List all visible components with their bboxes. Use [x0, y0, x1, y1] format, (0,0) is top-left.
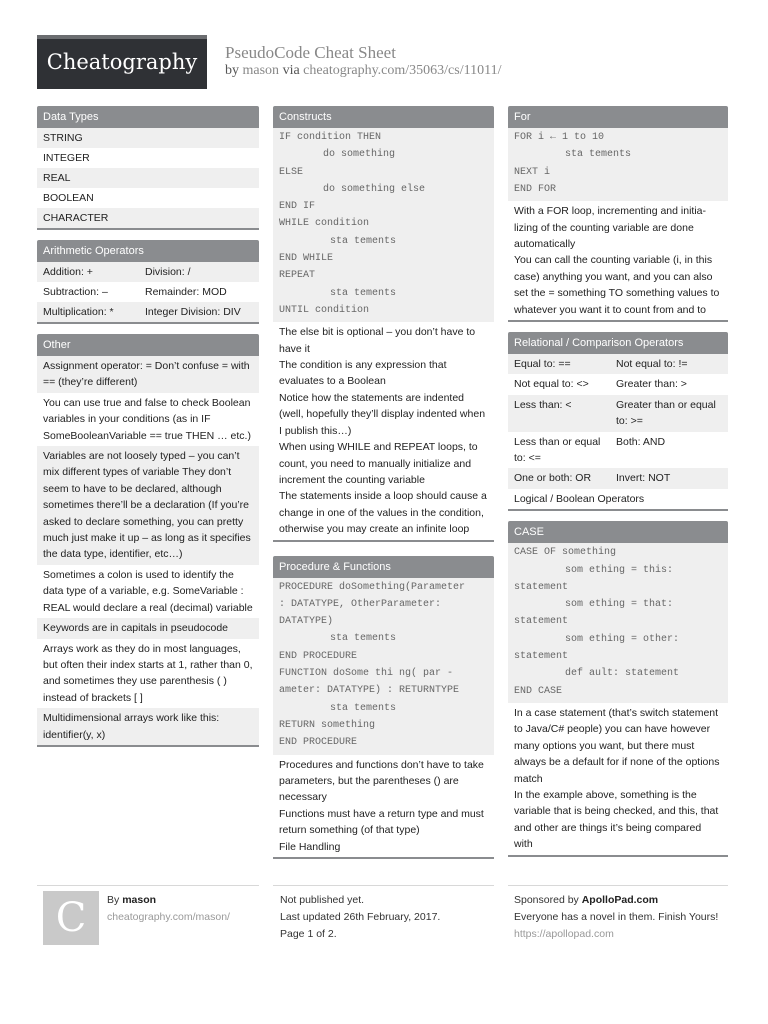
- table-cell: Less than or equal to: <=: [514, 435, 601, 465]
- notes: With a FOR loop, incrementing and initializing of the counting variable are done automatically You can call the counting variable (i, in this case) anything you want, and you can also set the = something TO something values to whatever you want it to count from and to: [514, 205, 720, 316]
- relational-operators-section: [508, 332, 728, 511]
- section-header: CASE: [508, 521, 728, 543]
- list-item: Arrays work as they do in most languages, but often their index starts at 1, rather than 0, and sometimes they use parenthesis ( ) instead of brackets [ ]: [43, 642, 253, 704]
- code-line: def ault: statement: [565, 668, 680, 680]
- code-line: END WHILE: [279, 253, 334, 265]
- code-line: sta tements: [330, 702, 397, 714]
- author-link[interactable]: mason: [242, 63, 280, 78]
- code-line: do something else: [323, 183, 426, 195]
- byline-by: by: [225, 63, 239, 78]
- procedures-section: [273, 556, 494, 859]
- notes: The else bit is optional – you don’t have to have it The condition is any expression that evaluates to a Boolean Notice how the statements are indented (well, hopefully they’ll display indented when I publish this…) When using WHILE and REPEAT loops, to count, you need to manually initialize and increment the counting variable The statements inside a loop should cause a change in one of the values in the condition, otherwise you may create an infinite loop: [279, 326, 487, 536]
- data-types-section: [37, 106, 259, 230]
- footer-author-name[interactable]: mason: [122, 894, 157, 906]
- table-row: [508, 395, 728, 432]
- other-section: [37, 334, 259, 747]
- arithmetic-operators-section: [37, 240, 259, 324]
- byline-via: via: [282, 63, 300, 78]
- list-item: BOOLEAN: [43, 192, 94, 204]
- code-line: statement: [514, 616, 569, 628]
- section-header: Procedure & Functions: [273, 556, 494, 578]
- code-line: FUNCTION doSome thi ng( par -: [279, 668, 454, 680]
- sheet-url-link[interactable]: cheatography.com/35063/cs/11011/: [303, 63, 502, 78]
- logo-text: Cheatography: [46, 50, 198, 74]
- code-line: END CASE: [514, 685, 563, 697]
- notes: In a case statement (that’s switch statement to Java/C# people) you can have however many options you want, but there must always be a default for if none of the options match In the example above, something is the variable that is being checked, and this, that and other are things it’s being compared with: [514, 706, 720, 851]
- table-cell: Remainder: MOD: [145, 286, 227, 298]
- code-line: ELSE: [279, 166, 304, 178]
- sponsor-url[interactable]: https://apollopad.com: [514, 928, 614, 940]
- code-line: som ething = this:: [565, 564, 674, 576]
- footer-author: [107, 892, 230, 926]
- code-line: statement: [514, 581, 569, 593]
- footer-sponsor: [514, 892, 719, 943]
- code-line: CASE OF something: [514, 547, 617, 559]
- code-block: [508, 128, 728, 201]
- table-cell: Integer Division: DIV: [145, 306, 241, 318]
- table-cell: Not equal to: <>: [514, 378, 589, 391]
- list-item: STRING: [37, 128, 259, 148]
- code-line: sta tements: [330, 235, 397, 247]
- code-line: UNTIL condition: [279, 304, 370, 316]
- table-footer-row: Logical / Boolean Operators: [514, 492, 645, 505]
- section-header: Other: [37, 334, 259, 356]
- code-line: sta tements: [565, 149, 632, 161]
- table-cell: Invert: NOT: [616, 472, 671, 485]
- table-cell: Addition: +: [43, 266, 93, 278]
- table-cell: One or both: OR: [514, 472, 592, 485]
- author-avatar[interactable]: C: [43, 891, 99, 945]
- constructs-section: [273, 106, 494, 542]
- code-line: RETURN something: [279, 719, 376, 731]
- table-cell: Subtraction: –: [43, 286, 108, 298]
- code-line: END FOR: [514, 183, 557, 195]
- case-section: [508, 521, 728, 856]
- list-item: Sometimes a colon is used to identify the data type of a variable, e.g. SomeVariable : REAL would declare a real (decimal) variable: [43, 568, 253, 614]
- code-block: [273, 128, 494, 322]
- footer-divider: [37, 885, 259, 886]
- list-item: Variables are not loosely typed – you can’t mix different types of variable They don’t seem to have to be declared, although sometimes there’ll be a declaration (If you’re asked to declare something, you can pretty much just make it up – as long as it specifies the data type, identifier, etc…): [37, 446, 259, 565]
- code-line: do something: [323, 149, 396, 161]
- not-published-text: Not published yet.: [280, 894, 365, 906]
- section-header: Arithmetic Operators: [37, 240, 259, 262]
- table-row: [508, 468, 728, 488]
- code-line: som ething = other:: [565, 633, 680, 645]
- code-line: REPEAT: [279, 270, 316, 282]
- table-row: [508, 374, 728, 394]
- table-cell: Multiplication: *: [43, 306, 114, 318]
- code-line: : DATATYPE, OtherParameter:: [279, 598, 442, 610]
- section-header: Constructs: [273, 106, 494, 128]
- page-number-text: Page 1 of 2.: [280, 928, 337, 940]
- footer-divider: [273, 885, 494, 886]
- list-item: Keywords are in capitals in pseudocode: [37, 618, 259, 638]
- byline: [225, 63, 501, 79]
- list-item: CHARACTER: [37, 208, 259, 228]
- logo-top-bar: [37, 35, 207, 39]
- table-row: [37, 302, 259, 322]
- code-block: [508, 543, 728, 703]
- footer-author-url[interactable]: cheatography.com/mason/: [107, 911, 230, 923]
- code-line: statement: [514, 651, 569, 663]
- code-line: WHILE condition: [279, 218, 370, 230]
- table-row: [37, 262, 259, 282]
- code-line: sta tements: [330, 287, 397, 299]
- last-updated-text: Last updated 26th February, 2017.: [280, 911, 441, 923]
- for-section: [508, 106, 728, 322]
- section-header: Data Types: [37, 106, 259, 128]
- list-item: Assignment operator: = Don’t confuse = with == (they’re different): [37, 356, 259, 393]
- table-cell: Both: AND: [616, 435, 666, 448]
- list-item: Multidimensional arrays work like this: identifier(y, x): [37, 708, 259, 745]
- code-line: ameter: DATATYPE) : RETURNTYPE: [279, 685, 460, 697]
- section-header: Relational / Comparison Operators: [508, 332, 728, 354]
- footer-divider: [508, 885, 728, 886]
- table-cell: Greater than or equal to: >=: [616, 398, 716, 428]
- code-line: DATATYPE): [279, 616, 334, 628]
- section-header: For: [508, 106, 728, 128]
- code-line: som ething = that:: [565, 599, 674, 611]
- table-row: [37, 282, 259, 302]
- code-line: IF condition THEN: [279, 132, 382, 143]
- table-cell: Less than: <: [514, 398, 572, 411]
- table-row: [508, 354, 728, 374]
- code-block: [273, 578, 494, 755]
- code-line: FOR i ← 1 to 10: [514, 132, 605, 143]
- footer-by: By: [107, 894, 120, 906]
- table-cell: Greater than: >: [616, 378, 687, 391]
- column-3: [508, 106, 728, 867]
- table-row: [508, 432, 728, 469]
- table-cell: Equal to: ==: [514, 358, 571, 371]
- list-item: You can use true and false to check Boolean variables in your conditions (as in IF SomeBooleanVariable == true THEN … etc.): [43, 396, 251, 442]
- sponsored-by-label: Sponsored by: [514, 894, 579, 906]
- cheatography-logo[interactable]: [37, 35, 207, 89]
- code-line: END PROCEDURE: [279, 737, 358, 749]
- code-line: sta tements: [330, 633, 397, 645]
- notes: Procedures and functions don’t have to take parameters, but the parentheses () are necessary Functions must have a return type and must return something (of that type) File Handling: [279, 758, 484, 853]
- sponsor-name[interactable]: ApolloPad.com: [581, 894, 659, 906]
- list-item: INTEGER: [43, 152, 90, 164]
- code-line: NEXT i: [514, 166, 551, 178]
- table-cell: Division: /: [145, 266, 191, 278]
- footer-meta: [280, 892, 440, 943]
- column-1: [37, 106, 259, 757]
- table-cell: Not equal to: !=: [616, 358, 688, 371]
- list-item: REAL: [37, 168, 259, 188]
- code-line: END PROCEDURE: [279, 650, 358, 662]
- code-line: END IF: [279, 201, 316, 213]
- page-title: PseudoCode Cheat Sheet: [225, 43, 396, 62]
- code-line: PROCEDURE doSomething(Parameter: [279, 581, 466, 593]
- column-2: [273, 106, 494, 869]
- sponsor-text: Everyone has a novel in them. Finish Yours!: [514, 911, 719, 923]
